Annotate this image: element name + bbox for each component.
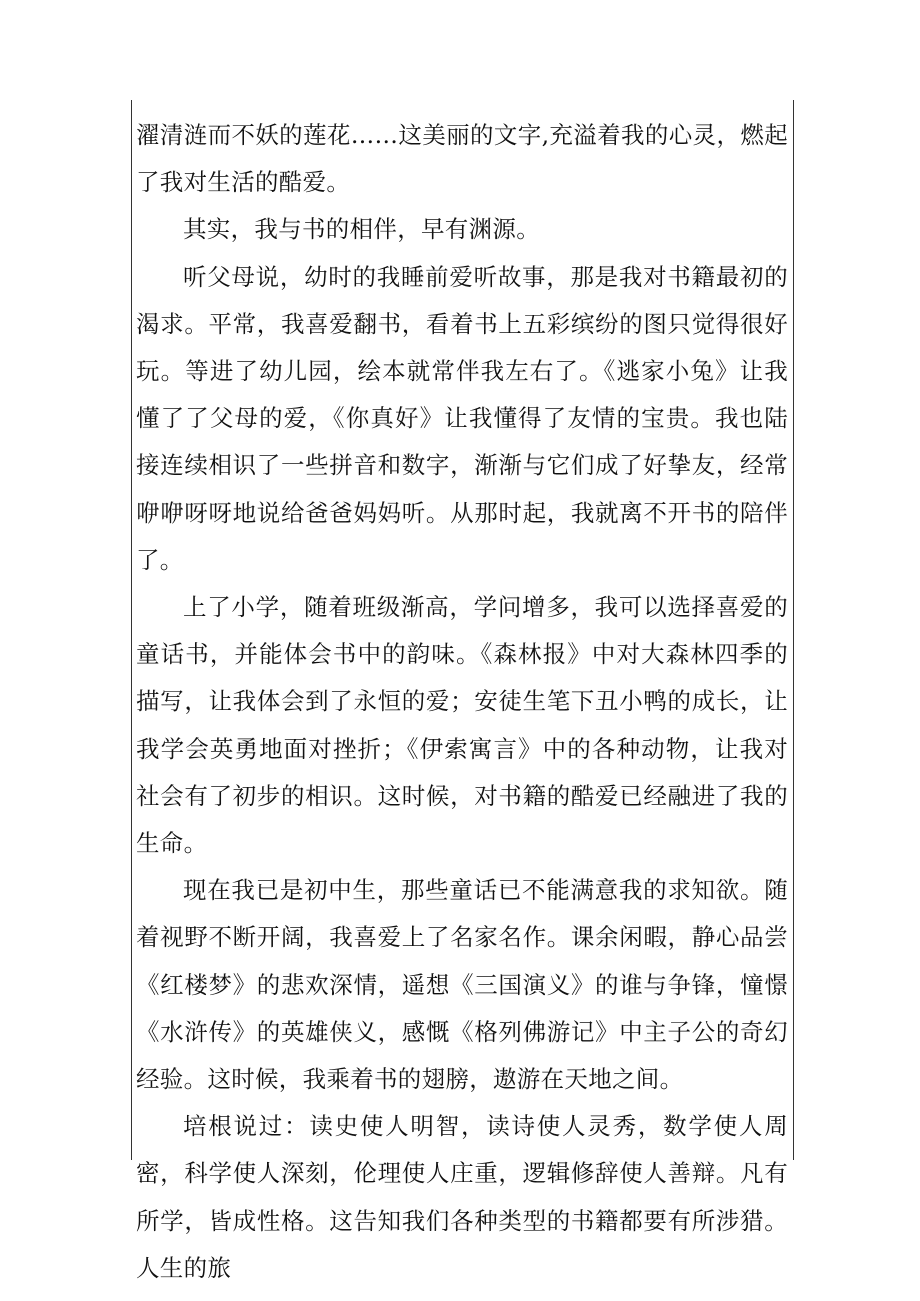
paragraph: 培根说过：读史使人明智，读诗使人灵秀，数学使人周密，科学使人深刻，伦理使人庄重，逻辑修辞使人善辩。凡有所学，皆成性格。这告知我们各种类型的书籍都要有所涉猎。人生的旅 xyxy=(136,1112,788,1282)
paragraph: 其实，我与书的相伴，早有渊源。 xyxy=(183,215,540,244)
paragraph: 上了小学，随着班级渐高，学问增多，我可以选择喜爱的童话书，并能体会书中的韵味。《森林报》中对大森林四季的描写，让我体会到了永恒的爱；安徒生笔下丑小鸭的成长，让我学会英勇地面对挫折；《伊索寓言》中的各种动物，让我对社会有了初步的相识。这时候，对书籍的酷爱已经融进了我的生命。 xyxy=(136,593,788,858)
left-border-line xyxy=(131,100,132,1160)
right-border-line xyxy=(793,100,794,1160)
document-body xyxy=(136,112,788,1292)
paragraph: 听父母说，幼时的我睡前爱听故事，那是我对书籍最初的渴求。平常，我喜爱翻书，看着书上五彩缤纷的图只觉得很好玩。等进了幼儿园，绘本就常伴我左右了。《逃家小兔》让我懂了了父母的爱，《你真好》让我懂得了友情的宝贵。我也陆接连续相识了一些拼音和数字，渐渐与它们成了好挚友，经常咿咿呀呀地说给爸爸妈妈听。从那时起，我就离不开书的陪伴了。 xyxy=(136,262,788,574)
paragraph-continuation: 濯清涟而不妖的莲花……这美丽的文字,充溢着我的心灵，燃起了我对生活的酷爱。 xyxy=(136,121,788,197)
paragraph: 现在我已是初中生，那些童话已不能满意我的求知欲。随着视野不断开阔，我喜爱上了名家名作。课余闲暇，静心品尝《红楼梦》的悲欢深情，遥想《三国演义》的谁与争锋，憧憬《水浒传》的英雄侠义，感慨《格列佛游记》中主子公的奇幻经验。这时候，我乘着书的翅膀，遨游在天地之间。 xyxy=(136,876,788,1094)
